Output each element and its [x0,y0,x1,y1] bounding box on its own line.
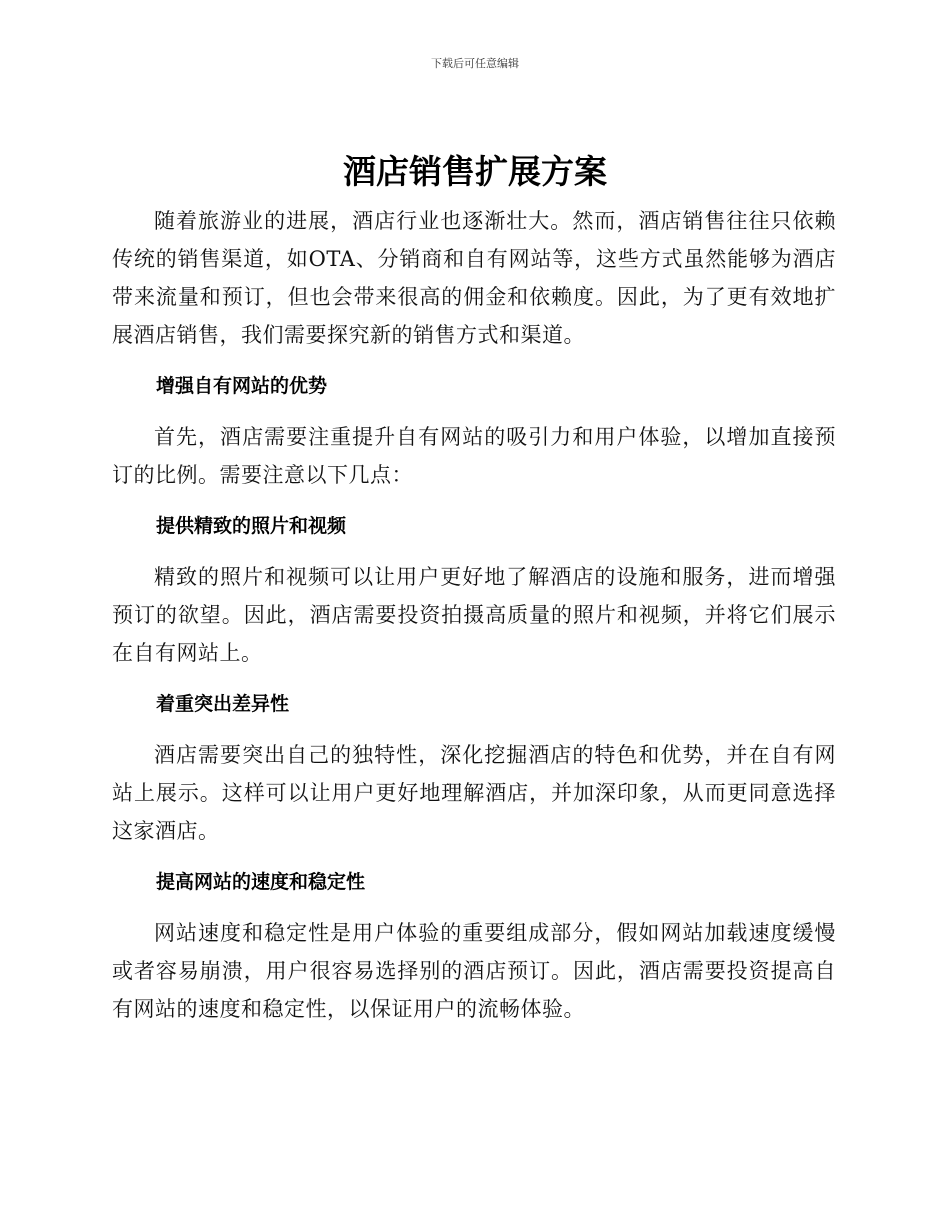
section-heading-differentiation: 着重突出差异性 [156,693,290,715]
header-note: 下载后可任意编辑 [431,57,519,70]
section-heading-own-website: 增强自有网站的优势 [156,375,328,397]
intro-paragraph: 随着旅游业的进展，酒店行业也逐渐壮大。然而，酒店销售往往只依赖传统的销售渠道，如OTA、分销商和自有网站等，这些方式虽然能够为酒店带来流量和预订，但也会带来很高的佣金和依赖度。因此，为了更有效地扩展酒店销售，我们需要探究新的销售方式和渠道。 [112,209,836,347]
section-heading-photos-videos: 提供精致的照片和视频 [156,515,347,537]
section-body-differentiation: 酒店需要突出自己的独特性，深化挖掘酒店的特色和优势，并在自有网站上展示。这样可以让用户更好地理解酒店，并加深印象，从而更同意选择这家酒店。 [112,743,836,843]
section-body-own-website: 首先，酒店需要注重提升自有网站的吸引力和用户体验，以增加直接预订的比例。需要注意以下几点： [112,425,836,487]
section-body-speed-stability: 网站速度和稳定性是用户体验的重要组成部分，假如网站加载速度缓慢或者容易崩溃，用户很容易选择别的酒店预订。因此，酒店需要投资提高自有网站的速度和稳定性，以保证用户的流畅体验。 [112,921,836,1021]
document-body [112,202,836,1041]
section-heading-speed-stability: 提高网站的速度和稳定性 [156,871,366,893]
page-title: 酒店销售扩展方案 [343,152,607,191]
section-body-photos-videos: 精致的照片和视频可以让用户更好地了解酒店的设施和服务，进而增强预订的欲望。因此，酒店需要投资拍摄高质量的照片和视频，并将它们展示在自有网站上。 [112,565,836,665]
